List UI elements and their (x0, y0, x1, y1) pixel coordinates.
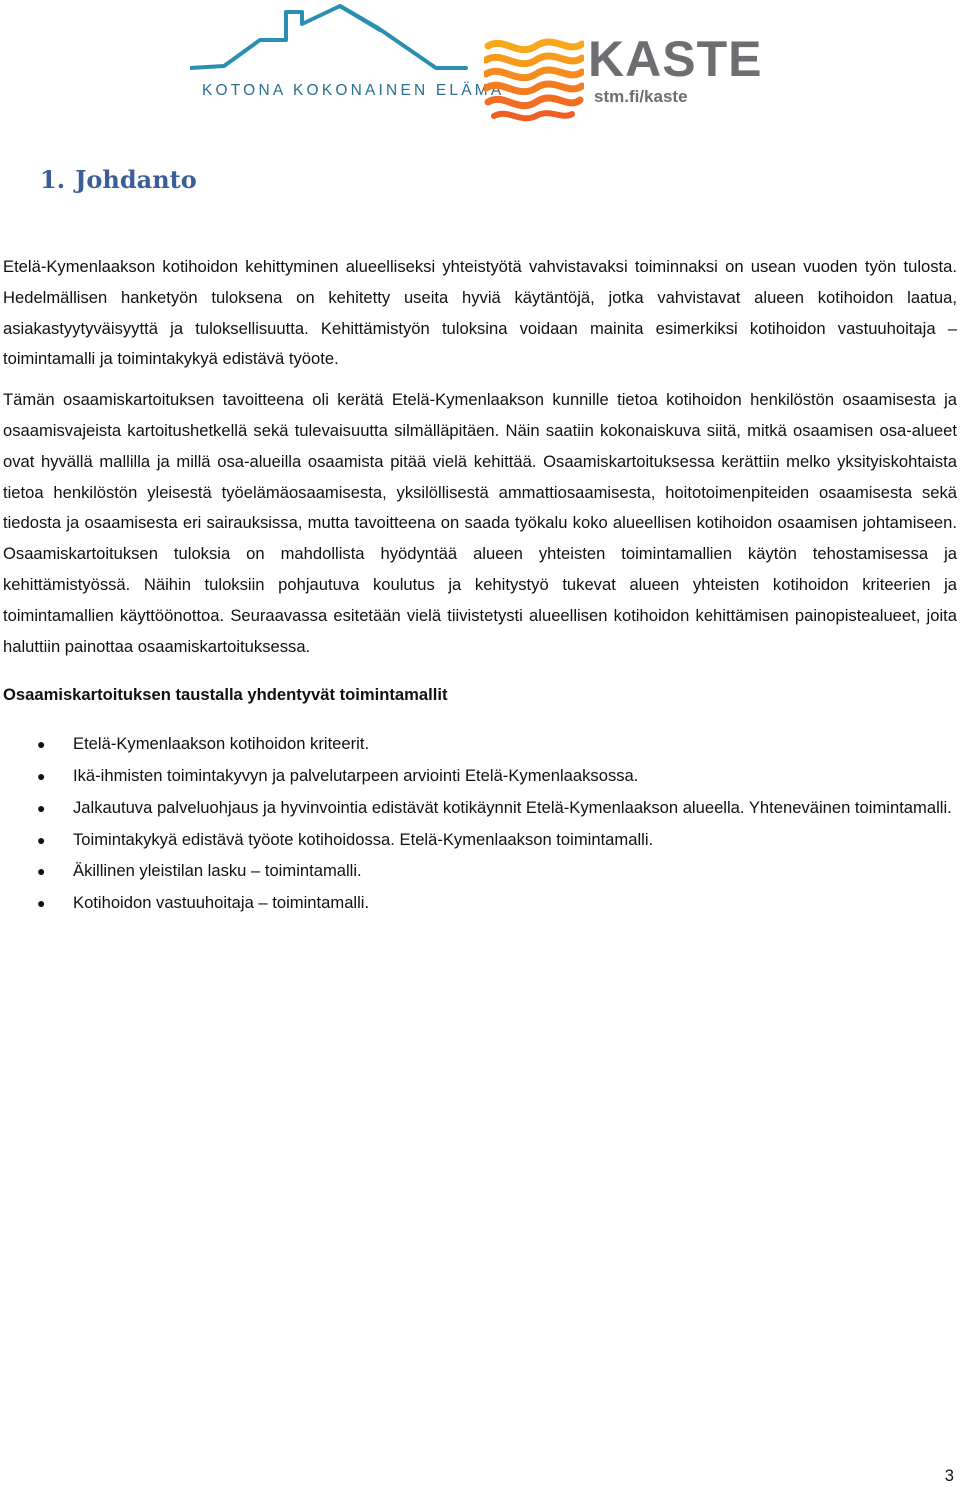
list-item (3, 825, 957, 856)
intro-paragraph: Etelä-Kymenlaakson kotihoidon kehittyminen alueelliseksi yhteistyötä vahvistavaksi toiminnaksi on usean vuoden työn tulosta. Hedelmällisen hanketyön tuloksena on kehitetty useita hyviä käytäntöjä, jotka vahvistavat alueen kotihoidon laatua, asiakastyytyväisyyttä ja tuloksellisuutta. Kehittämistyön tuloksina voidaan mainita esimerkiksi kotihoidon vastuuhoitaja –toimintamalli ja toimintakykyä edistävä työote. (3, 257, 957, 369)
list-item-text: Ikä-ihmisten toimintakyvyn ja palvelutarpeen arviointi Etelä-Kymenlaaksossa. (73, 765, 639, 785)
page-header (0, 0, 960, 130)
kaste-logo-word: KASTE (588, 31, 763, 87)
section-heading (40, 160, 197, 200)
list-item (3, 729, 957, 760)
kotona-kokonainen-elama-logo (190, 0, 505, 110)
bullet-list (3, 729, 957, 919)
page-number: 3 (944, 1466, 954, 1485)
list-item (3, 761, 957, 792)
section-title: Johdanto (75, 165, 197, 194)
list-item (3, 793, 957, 824)
document-body (3, 252, 957, 919)
kaste-logo (484, 28, 774, 128)
bullet-icon: ● (37, 767, 46, 784)
kaste-logo-url: stm.fi/kaste (594, 87, 688, 106)
subheading: Osaamiskartoituksen taustalla yhdentyvät toimintamallit (3, 685, 448, 705)
bullet-icon: ● (37, 863, 46, 880)
section-number: 1. (40, 165, 66, 194)
bullet-icon: ● (37, 799, 46, 816)
list-item-text: Äkillinen yleistilan lasku – toimintamalli. (73, 861, 362, 881)
goal-paragraph: Tämän osaamiskartoituksen tavoitteena oli kerätä Etelä-Kymenlaakson kunnille tietoa kotihoidon henkilöstön osaamisesta ja osaamisvajeista kartoitushetkellä sekä tulevaisuutta silmälläpitäen. Näin saatiin kokonaiskuva siitä, mitkä osaamisen osa-alueet ovat hyvällä mallilla ja millä osa-alueilla osaamista pitää vielä kehittää. Osaamiskartoituksessa kerättiin melko yksityiskohtaista tietoa henkilöstön yleisestä työelämäosaamisesta, yksilöllisestä ammattiosaamisesta, hoitotoimenpiteiden osaamisesta sekä tiedosta ja osaamisesta eri sairauksissa, mutta tavoitteena on saada työkalu koko alueellisen kotihoidon osaamisen johtamiseen. Osaamiskartoituksen tuloksia on mahdollista hyödyntää alueen yhteisten toimintamallien käytön tehostamisessa ja kehittämistyössä. Näihin tuloksiin pohjautuva koulutus ja kehitystyö tukevat alueen yhteisten kotihoidon kriteerien ja toimintamallien käyttöönottoa. Seuraavassa esitetään vielä tiivistetysti alueellisen kotihoidon kehittämisen painopistealueet, joita haluttiin painottaa osaamiskartoituksessa. (3, 390, 957, 656)
bullet-icon: ● (37, 831, 46, 848)
kotona-logo-text: KOTONA KOKONAINEN ELÄMÄ (202, 82, 505, 99)
list-item-text: Toimintakykyä edistävä työote kotihoidossa. Etelä-Kymenlaakson toimintamalli. (73, 829, 654, 849)
bullet-icon: ● (37, 895, 46, 912)
bullet-icon: ● (37, 736, 46, 753)
list-item (3, 856, 957, 887)
list-item-text: Kotihoidon vastuuhoitaja – toimintamalli. (73, 893, 370, 913)
list-item-text: Jalkautuva palveluohjaus ja hyvinvointia edistävät kotikäynnit Etelä-Kymenlaakson alueella. Yhteneväinen toimintamalli. (73, 797, 952, 817)
list-item (3, 888, 957, 919)
list-item-text: Etelä-Kymenlaakson kotihoidon kriteerit. (73, 734, 370, 754)
sun-waves-icon (484, 28, 584, 128)
house-outline-icon (190, 0, 470, 80)
